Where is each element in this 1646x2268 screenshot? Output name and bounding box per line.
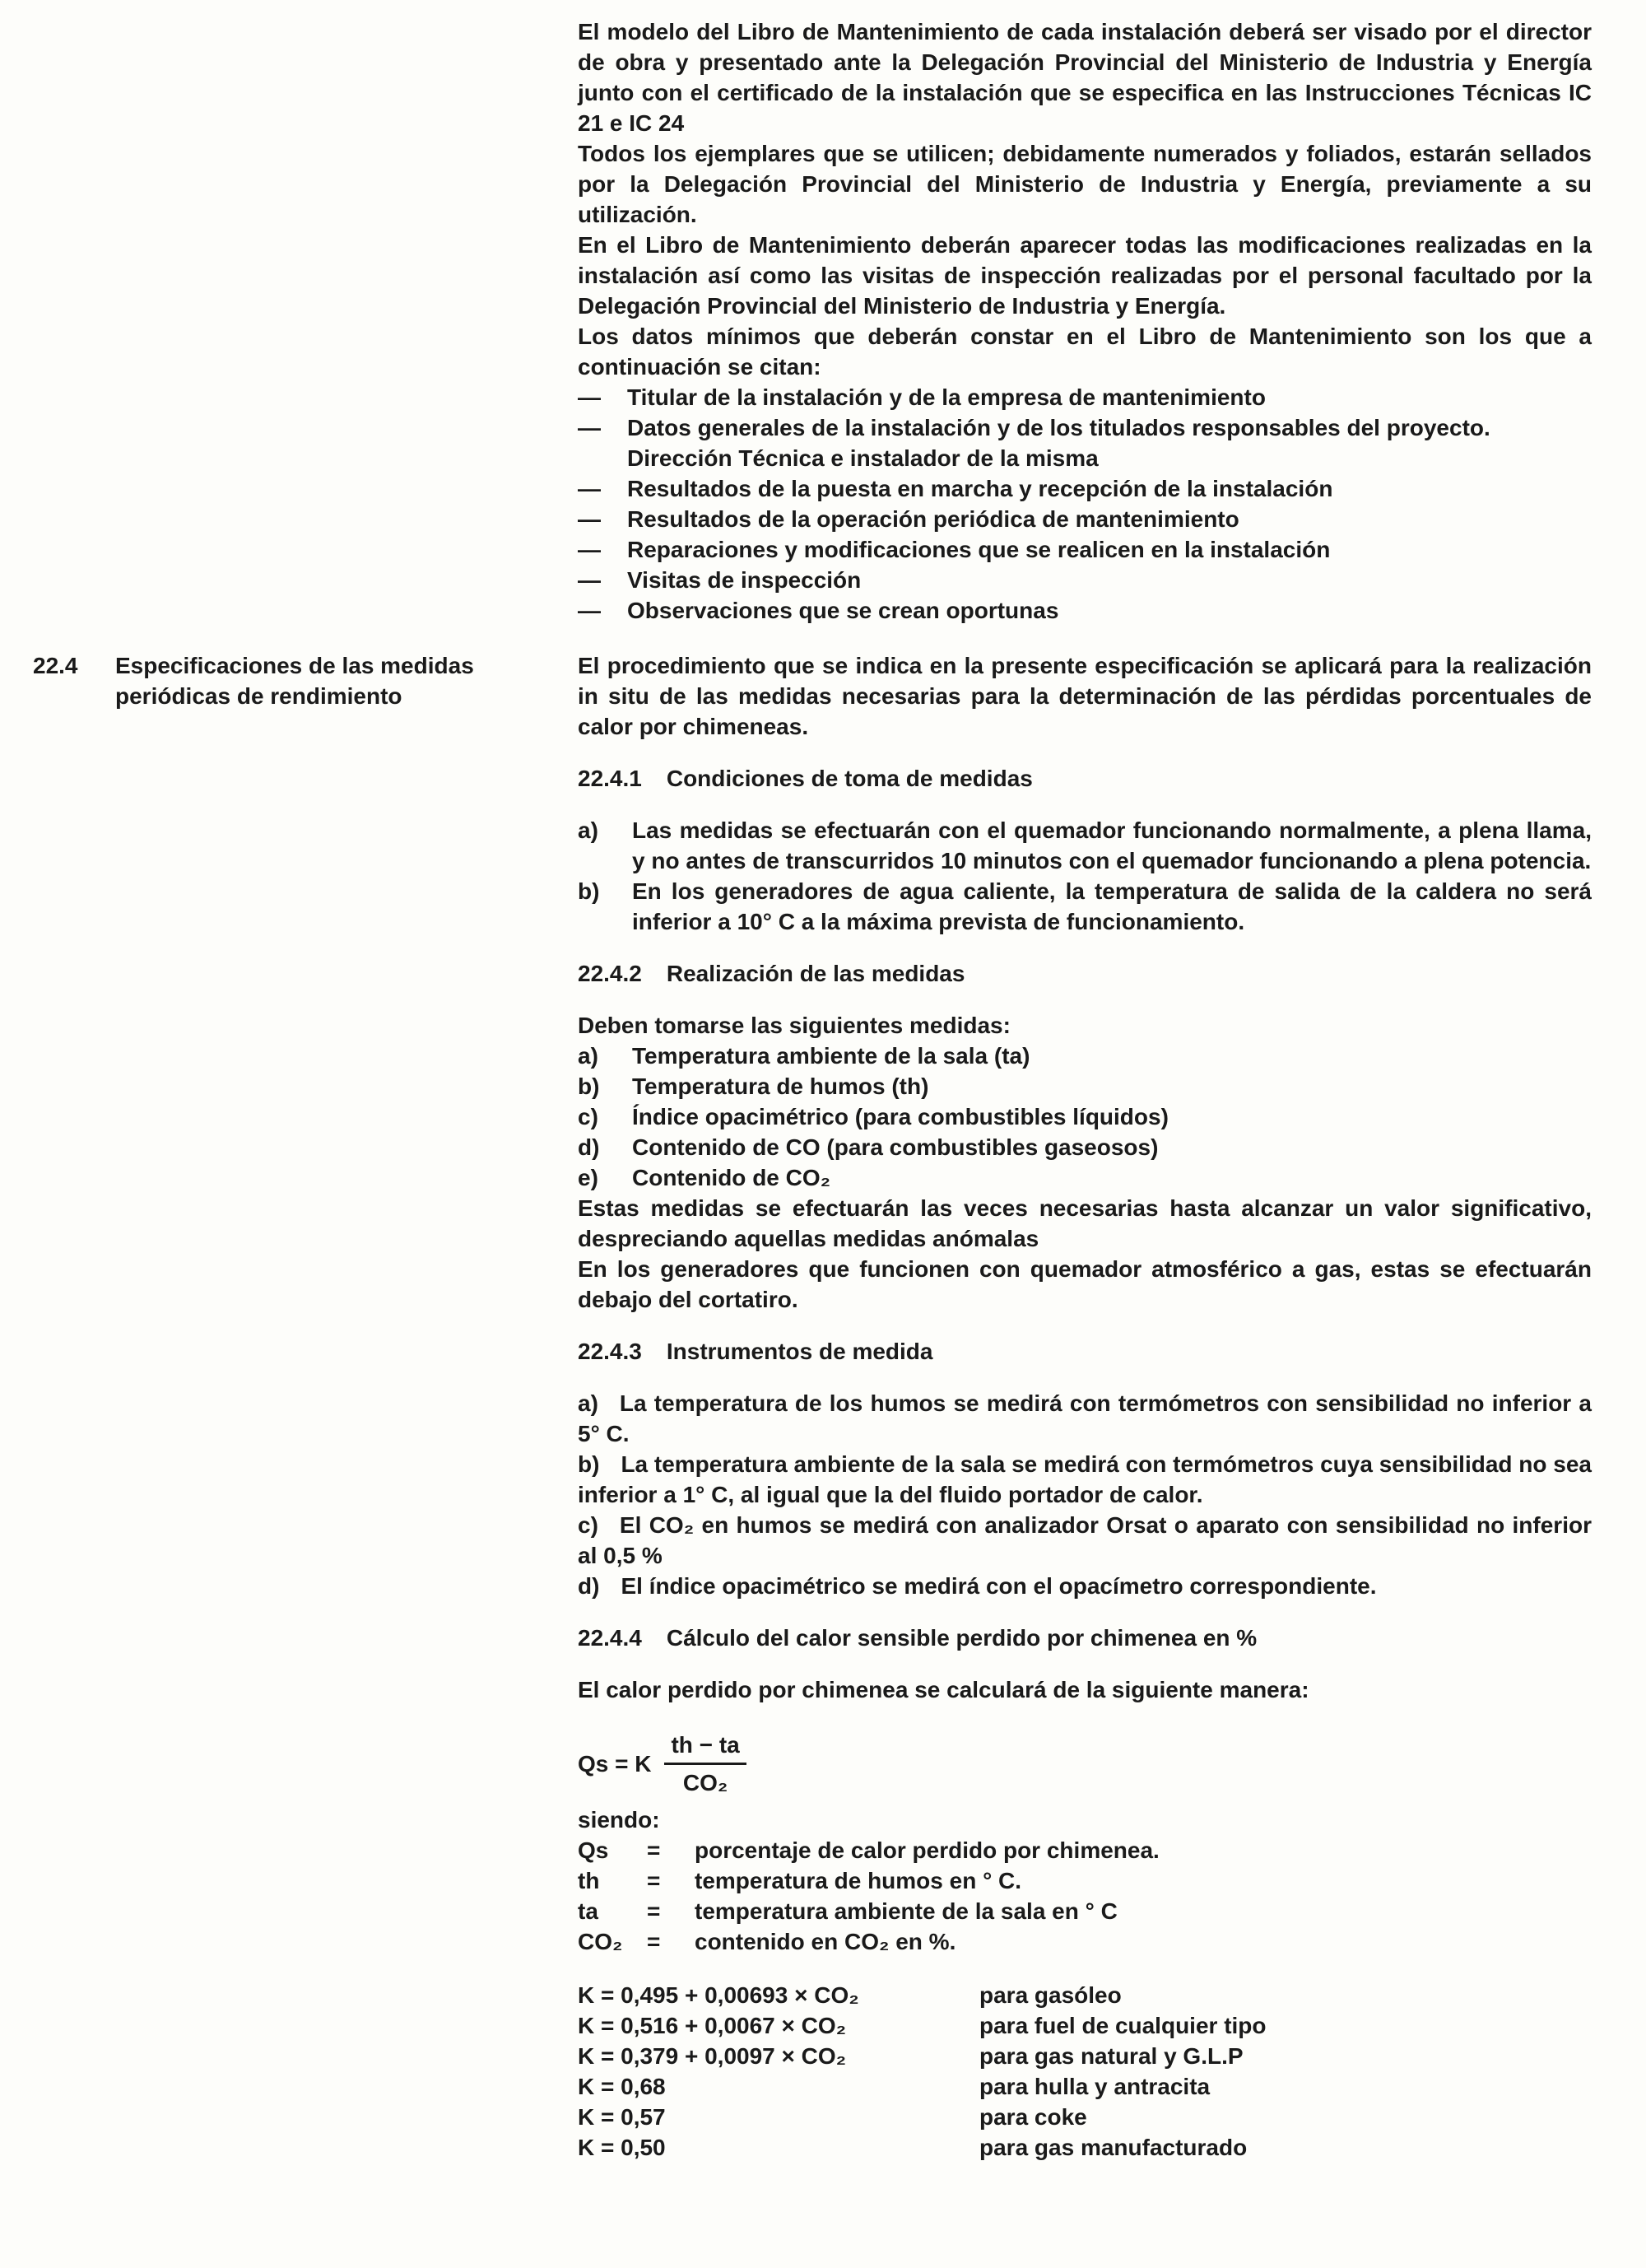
measures-note-1: Estas medidas se efectuarán las veces necesarias hasta alcanzar un valor significativo, despreciando aquellas medidas anómalas <box>578 1195 1592 1251</box>
item-letter: b) <box>578 878 600 904</box>
definition-symbol: CO₂ <box>578 1929 623 1954</box>
list-item <box>578 534 1592 565</box>
section-22-4 <box>0 650 1646 2163</box>
lettered-item <box>578 815 1592 876</box>
list-item-text: Titular de la instalación y de la empresa de mantenimiento <box>627 384 1266 410</box>
list-item <box>578 565 1592 595</box>
item-text: Contenido de CO₂ <box>632 1165 831 1190</box>
subsection-number: 22.4.4 <box>578 1625 642 1651</box>
item-letter: a) <box>578 1043 598 1069</box>
measures-note-2: En los generadores que funcionen con quemador atmosférico a gas, estas se efectuarán debajo del cortatiro. <box>578 1256 1592 1312</box>
item-text: En los generadores de agua caliente, la temperatura de salida de la caldera no será inferior a 10° C a la máxima prevista de funcionamiento. <box>632 878 1592 934</box>
item-letter: e) <box>578 1165 598 1190</box>
item-letter: c) <box>578 1512 598 1538</box>
definition-row <box>578 1896 1592 1926</box>
k-application: para coke <box>979 2104 1087 2130</box>
equals-sign: = <box>647 1929 661 1954</box>
k-formula: K = 0,495 + 0,00693 × CO₂ <box>578 1982 859 2008</box>
item-text: Índice opacimétrico (para combustibles líquidos) <box>632 1104 1169 1129</box>
list-item-text: Resultados de la puesta en marcha y recepción de la instalación <box>627 476 1333 501</box>
item-letter: b) <box>578 1451 600 1477</box>
list-item <box>578 473 1592 504</box>
subsection-heading-22-4-4 <box>578 1623 1592 1653</box>
lettered-item <box>578 1162 1592 1193</box>
fraction-numerator: th − ta <box>664 1730 746 1765</box>
dash-bullet: — <box>578 415 601 440</box>
left-margin-heading <box>0 650 578 711</box>
k-formula: K = 0,379 + 0,0097 × CO₂ <box>578 2043 847 2069</box>
dash-bullet: — <box>578 598 601 623</box>
dash-bullet: — <box>578 567 601 593</box>
k-application: para fuel de cualquier tipo <box>979 2013 1267 2038</box>
dash-bullet: — <box>578 476 601 501</box>
item-letter: c) <box>578 1104 598 1129</box>
definition-symbol: ta <box>578 1898 598 1924</box>
k-value-row <box>578 2010 1592 2041</box>
subsection-number: 22.4.3 <box>578 1339 642 1364</box>
k-value-row <box>578 2102 1592 2132</box>
item-letter: a) <box>578 1390 598 1416</box>
subsection-number: 22.4.2 <box>578 961 642 986</box>
subsection-heading-22-4-2 <box>578 958 1592 989</box>
item-letter: d) <box>578 1134 600 1160</box>
definition-row <box>578 1835 1592 1865</box>
list-item-text: Observaciones que se crean oportunas <box>627 598 1059 623</box>
section-heading <box>33 650 543 711</box>
lettered-item <box>578 876 1592 937</box>
subsection-title: Realización de las medidas <box>666 961 965 986</box>
definition-row <box>578 1926 1592 1957</box>
definition-text: porcentaje de calor perdido por chimenea. <box>695 1837 1160 1863</box>
formula-fraction <box>664 1730 746 1798</box>
dash-bullet: — <box>578 537 601 562</box>
list-item <box>578 412 1592 473</box>
definition-text: contenido en CO₂ en %. <box>695 1929 956 1954</box>
measures-intro: Deben tomarse las siguientes medidas: <box>578 1013 1011 1038</box>
instrument-item <box>578 1571 1592 1601</box>
item-letter: d) <box>578 1573 600 1599</box>
intro-paragraph-3: En el Libro de Mantenimiento deberán aparecer todas las modificaciones realizadas en la instalación así como las visitas de inspección realizadas por el personal facultado por la Delegación Provincial del Ministerio de Industria y Energía. <box>578 232 1592 319</box>
lettered-item <box>578 1041 1592 1071</box>
list-item <box>578 382 1592 412</box>
calculation-intro: El calor perdido por chimenea se calculará de la siguiente manera: <box>578 1677 1309 1702</box>
list-item <box>578 504 1592 534</box>
k-value-row <box>578 2041 1592 2071</box>
item-text: La temperatura de los humos se medirá con termómetros con sensibilidad no inferior a 5° C. <box>578 1390 1592 1446</box>
item-text: Temperatura de humos (th) <box>632 1073 929 1099</box>
item-text: Temperatura ambiente de la sala (ta) <box>632 1043 1030 1069</box>
k-constant-list <box>578 1980 1592 2163</box>
intro-paragraph-2: Todos los ejemplares que se utilicen; debidamente numerados y foliados, estarán sellados por la Delegación Provincial del Ministerio de Industria y Energía, previamente a su utilización. <box>578 141 1592 227</box>
siendo-label: siendo: <box>578 1807 660 1833</box>
item-letter: a) <box>578 817 598 843</box>
k-application: para gas natural y G.L.P <box>979 2043 1244 2069</box>
list-item-text: Resultados de la operación periódica de mantenimiento <box>627 506 1239 532</box>
section-number: 22.4 <box>33 653 78 678</box>
section-lead-paragraph: El procedimiento que se indica en la presente especificación se aplicará para la realización in situ de las medidas necesarias para la determinación de las pérdidas porcentuales de calor por chimeneas. <box>578 653 1592 739</box>
k-value-row <box>578 2132 1592 2163</box>
subsection-number: 22.4.1 <box>578 766 642 791</box>
instrument-item <box>578 1510 1592 1571</box>
lettered-item <box>578 1101 1592 1132</box>
formula-lhs: Qs = K <box>578 1751 652 1777</box>
lettered-item <box>578 1071 1592 1101</box>
k-application: para gasóleo <box>979 1982 1122 2008</box>
equals-sign: = <box>647 1868 661 1893</box>
definition-row <box>578 1865 1592 1896</box>
definition-symbol: Qs <box>578 1837 609 1863</box>
instrument-item <box>578 1388 1592 1449</box>
instrument-item <box>578 1449 1592 1510</box>
fraction-denominator: CO₂ <box>682 1770 728 1795</box>
k-formula: K = 0,57 <box>578 2104 666 2130</box>
section-body <box>578 650 1592 2163</box>
subsection-title: Condiciones de toma de medidas <box>666 766 1033 791</box>
k-value-row <box>578 1980 1592 2010</box>
subsection-title: Instrumentos de medida <box>666 1339 933 1364</box>
definition-symbol: th <box>578 1868 600 1893</box>
list-item-text: Reparaciones y modificaciones que se realicen en la instalación <box>627 537 1331 562</box>
lettered-item <box>578 1132 1592 1162</box>
k-formula: K = 0,50 <box>578 2135 666 2160</box>
item-letter: b) <box>578 1073 600 1099</box>
item-text: La temperatura ambiente de la sala se medirá con termómetros cuya sensibilidad no sea inferior a 1° C, al igual que la del fluido portador de calor. <box>578 1451 1592 1507</box>
list-item-text: Visitas de inspección <box>627 567 862 593</box>
item-text: El CO₂ en humos se medirá con analizador Orsat o aparato con sensibilidad no inferior al 0,5 % <box>578 1512 1592 1568</box>
k-value-row <box>578 2071 1592 2102</box>
equals-sign: = <box>647 1898 661 1924</box>
subsection-heading-22-4-3 <box>578 1336 1592 1367</box>
list-item-text: Datos generales de la instalación y de los titulados responsables del proyecto. Dirección Técnica e instalador de la misma <box>627 415 1490 471</box>
equals-sign: = <box>647 1837 661 1863</box>
intro-paragraph-4: Los datos mínimos que deberán constar en el Libro de Mantenimiento son los que a continuación se citan: <box>578 324 1592 380</box>
item-text: Las medidas se efectuarán con el quemador funcionando normalmente, a plena llama, y no antes de transcurridos 10 minutos con el quemador funcionando a plena potencia. <box>632 817 1592 873</box>
item-text: El índice opacimétrico se medirá con el opacímetro correspondiente. <box>621 1573 1377 1599</box>
intro-body <box>578 16 1592 626</box>
k-formula: K = 0,68 <box>578 2074 666 2099</box>
dash-bullet: — <box>578 506 601 532</box>
list-item <box>578 595 1592 626</box>
k-application: para hulla y antracita <box>979 2074 1211 2099</box>
intro-paragraph-1: El modelo del Libro de Mantenimiento de cada instalación deberá ser visado por el director de obra y presentado ante la Delegación Provincial del Ministerio de Industria y Energía junto con el certificado de la instalación que se especifica en las Instrucciones Técnicas IC 21 e IC 24 <box>578 19 1592 136</box>
heat-loss-formula <box>578 1730 1592 1798</box>
dash-bullet: — <box>578 384 601 410</box>
maintenance-book-intro <box>0 16 1646 626</box>
k-application: para gas manufacturado <box>979 2135 1248 2160</box>
subsection-heading-22-4-1 <box>578 763 1592 794</box>
k-formula: K = 0,516 + 0,0067 × CO₂ <box>578 2013 847 2038</box>
subsection-title: Cálculo del calor sensible perdido por chimenea en % <box>666 1625 1258 1651</box>
section-title: Especificaciones de las medidas periódicas de rendimiento <box>115 653 474 709</box>
definition-text: temperatura de humos en ° C. <box>695 1868 1022 1893</box>
definition-text: temperatura ambiente de la sala en ° C <box>695 1898 1118 1924</box>
item-text: Contenido de CO (para combustibles gaseosos) <box>632 1134 1159 1160</box>
